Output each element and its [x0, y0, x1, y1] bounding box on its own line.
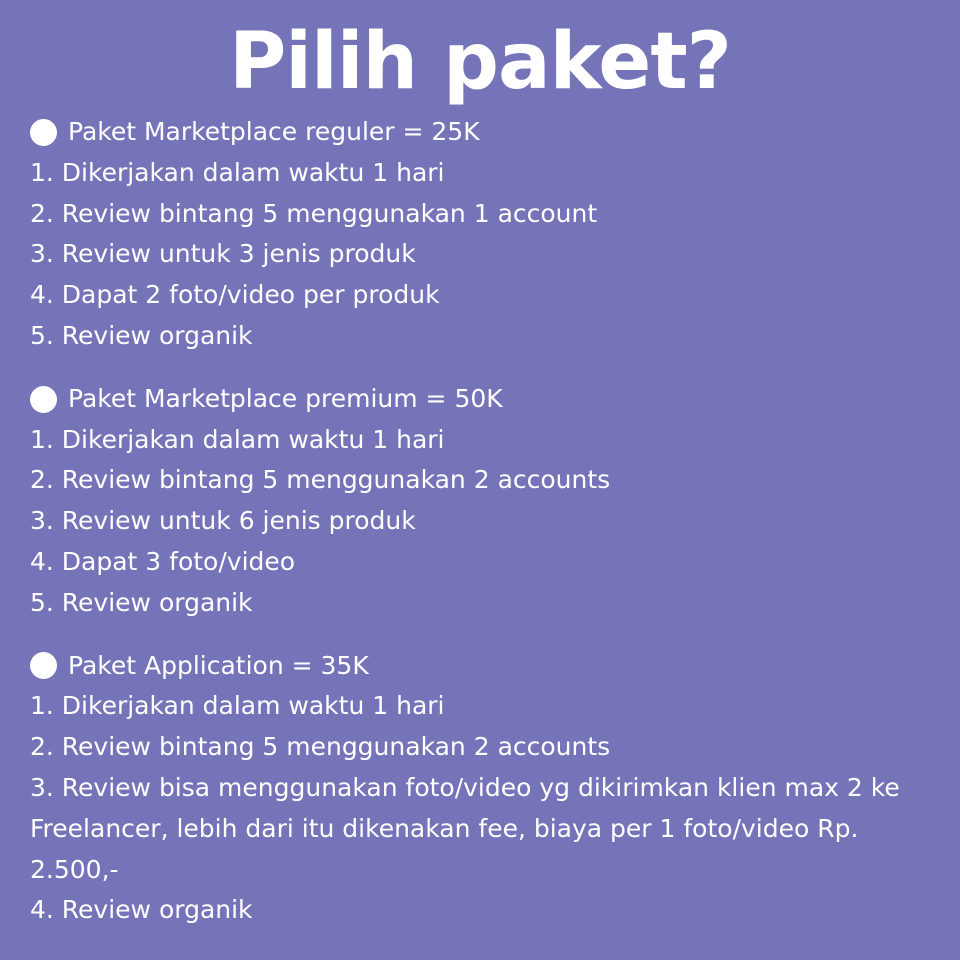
package-item: 4. Dapat 2 foto/video per produk [30, 280, 440, 310]
package-heading: Paket Marketplace reguler = 25K [68, 117, 480, 146]
package-item: 4. Review organik [30, 895, 253, 925]
package-item: 3. Review untuk 6 jenis produk [30, 506, 416, 536]
bullet-icon [30, 119, 57, 146]
package-list [30, 112, 930, 931]
package-item: 2. Review bintang 5 menggunakan 1 account [30, 198, 598, 228]
page-title: Pilih paket? [229, 17, 731, 107]
bullet-icon [30, 386, 57, 413]
package-items [30, 420, 930, 624]
package-item: 2. Review bintang 5 menggunakan 2 accounts [30, 465, 611, 495]
package-heading-row [30, 379, 930, 420]
package-heading-row [30, 646, 930, 687]
package-item: 5. Review organik [30, 587, 253, 617]
package-item: 1. Dikerjakan dalam waktu 1 hari [30, 691, 445, 721]
package-item: 5. Review organik [30, 320, 253, 350]
package-reguler [30, 112, 930, 357]
package-item: 2. Review bintang 5 menggunakan 2 accounts [30, 732, 611, 762]
package-items [30, 153, 930, 357]
package-heading: Paket Application = 35K [68, 650, 369, 680]
package-item: 1. Dikerjakan dalam waktu 1 hari [30, 157, 445, 187]
package-heading-row [30, 112, 930, 153]
package-item: 1. Dikerjakan dalam waktu 1 hari [30, 424, 445, 454]
bullet-icon [30, 652, 57, 679]
package-heading: Paket Marketplace premium = 50K [68, 383, 503, 413]
package-item: 4. Dapat 3 foto/video [30, 546, 296, 576]
package-item: 3. Review bisa menggunakan foto/video yg dikirimkan klien max 2 ke Freelancer, lebih dari itu dikenakan fee, biaya per 1 foto/video Rp. 2.500,- [30, 772, 900, 884]
package-premium [30, 379, 930, 624]
package-application [30, 646, 930, 932]
package-item: 3. Review untuk 3 jenis produk [30, 239, 416, 269]
package-items [30, 686, 930, 931]
